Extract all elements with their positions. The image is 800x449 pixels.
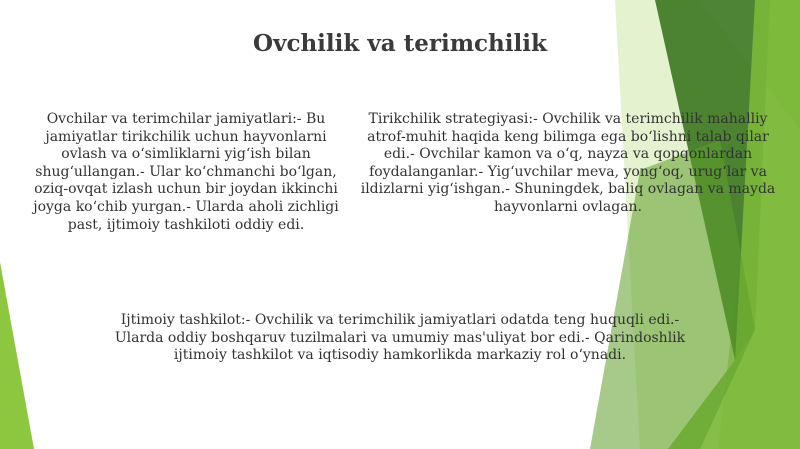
- slide-title: Ovchilik va terimchilik: [253, 30, 547, 57]
- left-text-block: Ovchilar va terimchilar jamiyatlari:- Bu jamiyatlar tirikchilik uchun hayvonlarni ovlash va o‘simliklarni yig‘ish bilan shug‘ullangan.- Ular ko‘chmanchi bo‘lgan, oziq-ovqat izlash uchun bir joydan ikkinchi joyga ko‘chib yurgan.- Ularda aholi zichligi past, ijtimoiy tashkiloti oddiy edi.: [33, 111, 339, 233]
- left-green-corner: [0, 262, 34, 449]
- bottom-text-block: Ijtimoiy tashkilot:- Ovchilik va terimchilik jamiyatlari odatda teng huquqli edi.- Ularda oddiy boshqaruv tuzilmalari va umumiy mas'uliyat bor edi.- Qarindoshlik ijtimoiy tashkilot va iqtisodiy hamkorlikda markaziy rol o‘ynadi.: [114, 312, 686, 364]
- right-text-block: Tirikchilik strategiyasi:- Ovchilik va terimchilik mahalliy atrof-muhit haqida keng bilimga ega bo‘lishni talab qilar edi.- Ovchilar kamon va o‘q, nayza va qopqonlardan foydalanganlar.- Yig‘uvchilar meva, yong‘oq, urug‘lar va ildizlarni yig‘ishgan.- Shuningdek, baliq ovlagan va mayda hayvonlarni ovlagan.: [360, 111, 776, 215]
